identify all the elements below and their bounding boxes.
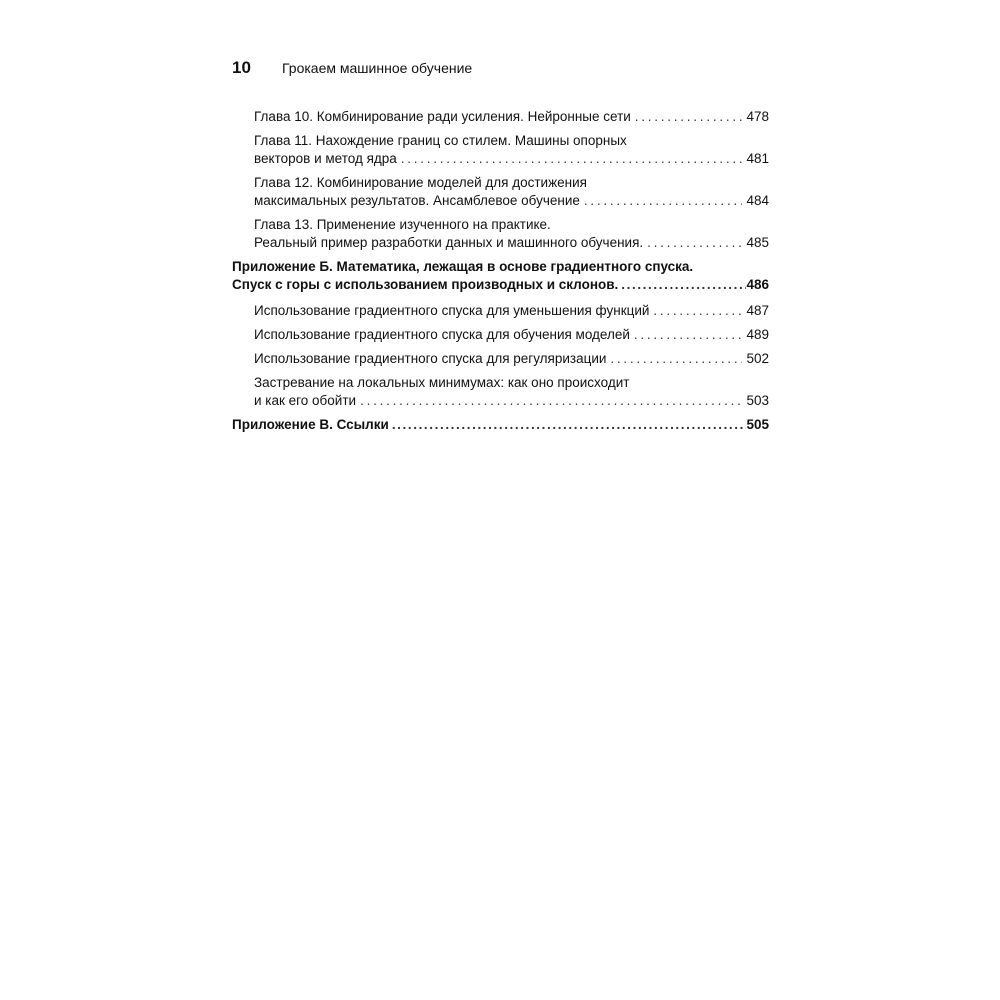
dot-leader — [634, 326, 743, 344]
toc-entry-page: 503 — [746, 393, 769, 408]
page-number: 10 — [232, 58, 251, 77]
dot-leader — [647, 234, 742, 252]
toc-entry-title-line-1: Глава 11. Нахождение границ со стилем. Машины опорных — [254, 133, 627, 148]
toc-entry-page: 489 — [746, 327, 769, 342]
toc-entry-title: Использование градиентного спуска для уменьшения функций — [254, 303, 650, 318]
toc-entry-title: Приложение В. Ссылки — [232, 417, 389, 432]
dot-leader — [392, 416, 747, 434]
toc-entry-page: 481 — [746, 151, 769, 166]
toc-entry-title-line-1: Приложение Б. Математика, лежащая в основе градиентного спуска. — [232, 259, 694, 274]
dot-leader — [360, 392, 742, 410]
toc-entry-chapter-11[interactable] — [232, 132, 769, 168]
toc-entry-gradient-regularization[interactable] — [232, 350, 769, 368]
toc-entry-title: Глава 10. Комбинирование ради усиления. Нейронные сети — [254, 109, 631, 124]
toc-entry-title: Использование градиентного спуска для обучения моделей — [254, 327, 630, 342]
toc-entry-chapter-13[interactable] — [232, 216, 769, 252]
toc-entry-page: 484 — [746, 193, 769, 208]
dot-leader — [401, 150, 743, 168]
toc-entry-title-line-2: и как его обойти — [254, 393, 357, 408]
toc-entry-title-line-1: Застревание на локальных минимумах: как оно происходит — [254, 375, 630, 390]
toc-entry-title-line-2: Реальный пример разработки данных и машинного обучения. — [254, 235, 644, 250]
toc-entry-gradient-functions[interactable] — [232, 302, 769, 320]
toc-entry-title-line-2: максимальных результатов. Ансамблевое обучение — [254, 193, 580, 208]
book-page — [232, 58, 769, 442]
toc-entry-page: 502 — [746, 351, 769, 366]
toc-entry-title-line-1: Глава 12. Комбинирование моделей для достижения — [254, 175, 587, 190]
toc-entry-page: 486 — [746, 277, 769, 292]
toc-entry-chapter-12[interactable] — [232, 174, 769, 210]
toc-entry-gradient-models[interactable] — [232, 326, 769, 344]
toc-entry-title: Использование градиентного спуска для регуляризации — [254, 351, 607, 366]
dot-leader — [653, 302, 742, 320]
toc-entry-page: 485 — [746, 235, 769, 250]
toc-entry-appendix-b[interactable] — [232, 258, 769, 294]
toc-entry-title-line-2: Спуск с горы с использованием производных и склонов. — [232, 277, 619, 292]
toc-entry-page: 478 — [746, 109, 769, 124]
dot-leader — [610, 350, 742, 368]
toc-entry-appendix-v[interactable] — [232, 416, 769, 434]
running-head — [232, 58, 769, 82]
table-of-contents — [232, 108, 769, 434]
dot-leader — [635, 108, 743, 126]
book-title: Грокаем машинное обучение — [282, 60, 473, 76]
dot-leader — [584, 192, 743, 210]
toc-entry-title-line-1: Глава 13. Применение изученного на практике. — [254, 217, 551, 232]
dot-leader — [621, 276, 746, 294]
toc-entry-page: 487 — [746, 303, 769, 318]
toc-entry-page: 505 — [746, 417, 769, 432]
toc-entry-local-minima[interactable] — [232, 374, 769, 410]
toc-entry-title-line-2: векторов и метод ядра — [254, 151, 397, 166]
toc-entry-chapter-10[interactable] — [232, 108, 769, 126]
